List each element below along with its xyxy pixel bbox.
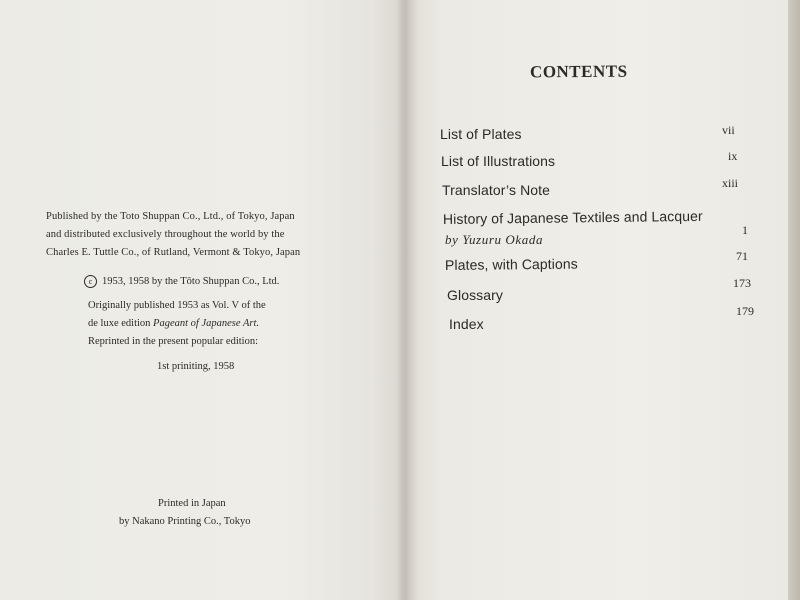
toc-entry-author: by Yuzuru Okada	[445, 232, 544, 247]
toc-entry-index: Index	[449, 316, 484, 332]
toc-page-number: xiii	[722, 176, 739, 190]
toc-page-number: ix	[728, 149, 738, 163]
edition-prefix: de luxe edition	[88, 318, 154, 329]
toc-page-number: 173	[733, 276, 751, 290]
printer-line: Printed in Japan	[158, 498, 226, 509]
original-publication-line: Originally published 1953 as Vol. V of the	[88, 300, 266, 311]
toc-entry-list-of-plates: List of Plates	[440, 126, 522, 142]
contents-heading: CONTENTS	[529, 61, 628, 82]
copyright-line	[84, 275, 279, 288]
toc-entry-list-of-illustrations: List of Illustrations	[441, 153, 556, 169]
publisher-line: Charles E. Tuttle Co., of Rutland, Vermont & Tokyo, Japan	[46, 247, 301, 258]
printer-line: by Nakano Printing Co., Tokyo	[119, 516, 251, 527]
toc-page-number: vii	[722, 123, 735, 137]
toc-page-number: 179	[736, 304, 754, 318]
reprint-line: Reprinted in the present popular edition:	[88, 336, 258, 347]
page-edge	[788, 0, 800, 600]
original-publication-line	[88, 318, 259, 329]
copyright-symbol-icon: c	[84, 275, 97, 288]
printing-line: 1st priniting, 1958	[157, 361, 235, 372]
toc-page-number: 1	[742, 223, 748, 237]
toc-entry-plates-with-captions: Plates, with Captions	[444, 255, 578, 273]
toc-entry-translators-note: Translator’s Note	[442, 182, 551, 198]
copyright-text: 1953, 1958 by the Tōto Shuppan Co., Ltd.	[102, 276, 280, 287]
toc-page-number: 71	[736, 249, 748, 263]
edition-title: Pageant of Japanese Art.	[153, 318, 259, 329]
publisher-line: Published by the Toto Shuppan Co., Ltd., of Tokyo, Japan	[46, 211, 295, 222]
publisher-line: and distributed exclusively throughout the world by the	[46, 229, 285, 240]
toc-entry-glossary: Glossary	[447, 287, 504, 303]
toc-entry-history: History of Japanese Textiles and Lacquer	[442, 207, 703, 227]
